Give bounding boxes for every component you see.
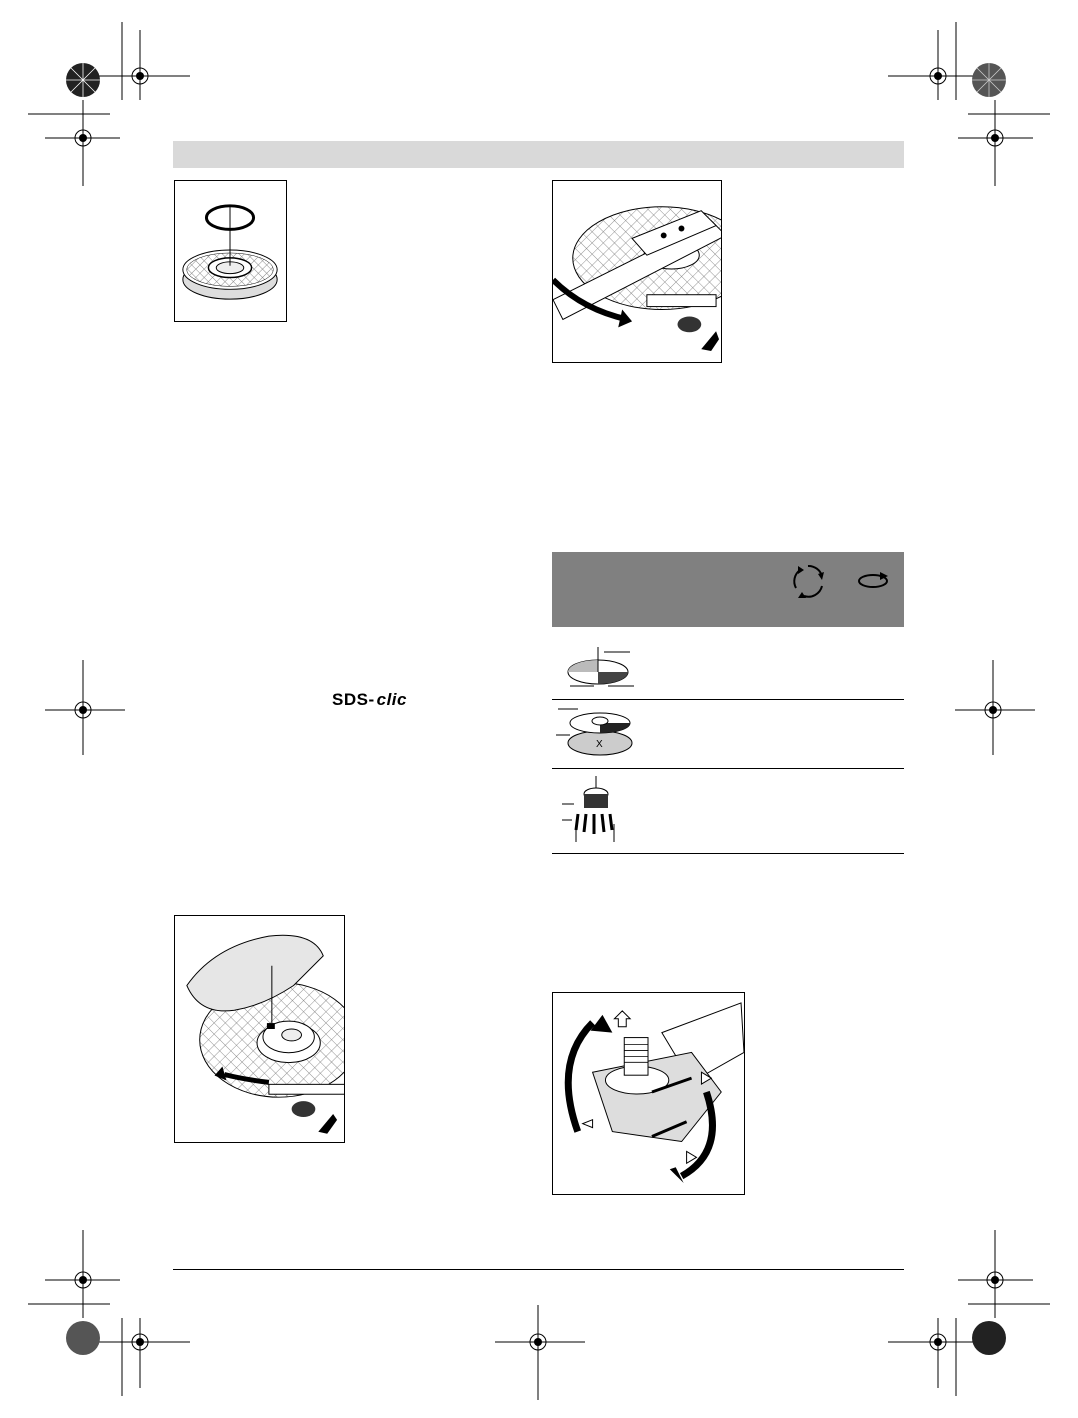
- icon-grinding-disc: [556, 703, 640, 761]
- icon-cup-brush: [560, 774, 630, 844]
- registration-mark-mid-left: [40, 655, 140, 765]
- figure-gear-head-rotation: [552, 992, 745, 1195]
- table-row-divider: [552, 768, 904, 769]
- registration-mark-bottom-center: [490, 1300, 590, 1418]
- sds-logo-suffix: clic: [376, 690, 407, 709]
- page-header-bar: [173, 141, 904, 168]
- table-row-divider: [552, 699, 904, 700]
- sds-logo-prefix: SDS-: [332, 690, 375, 709]
- registration-mark-top-left: [0, 0, 200, 200]
- sds-clic-logo: [332, 690, 407, 710]
- figure-oring-flange: [174, 180, 287, 322]
- page-footer-rule: [173, 1269, 904, 1270]
- svg-text:X: X: [596, 739, 603, 750]
- icon-cutting-disc: [560, 642, 640, 690]
- figure-hand-quick-nut: [174, 915, 345, 1143]
- registration-mark-top-right: [878, 0, 1078, 200]
- rotation-direction-icon: [856, 570, 890, 592]
- table-header-bar: [552, 552, 904, 627]
- registration-mark-bottom-left: [0, 1218, 200, 1418]
- recycle-arrows-icon: [786, 560, 830, 602]
- figure-spanner-wheel: [552, 180, 722, 363]
- table-row-divider: [552, 853, 904, 854]
- registration-mark-bottom-right: [878, 1218, 1078, 1418]
- registration-mark-mid-right: [950, 655, 1050, 765]
